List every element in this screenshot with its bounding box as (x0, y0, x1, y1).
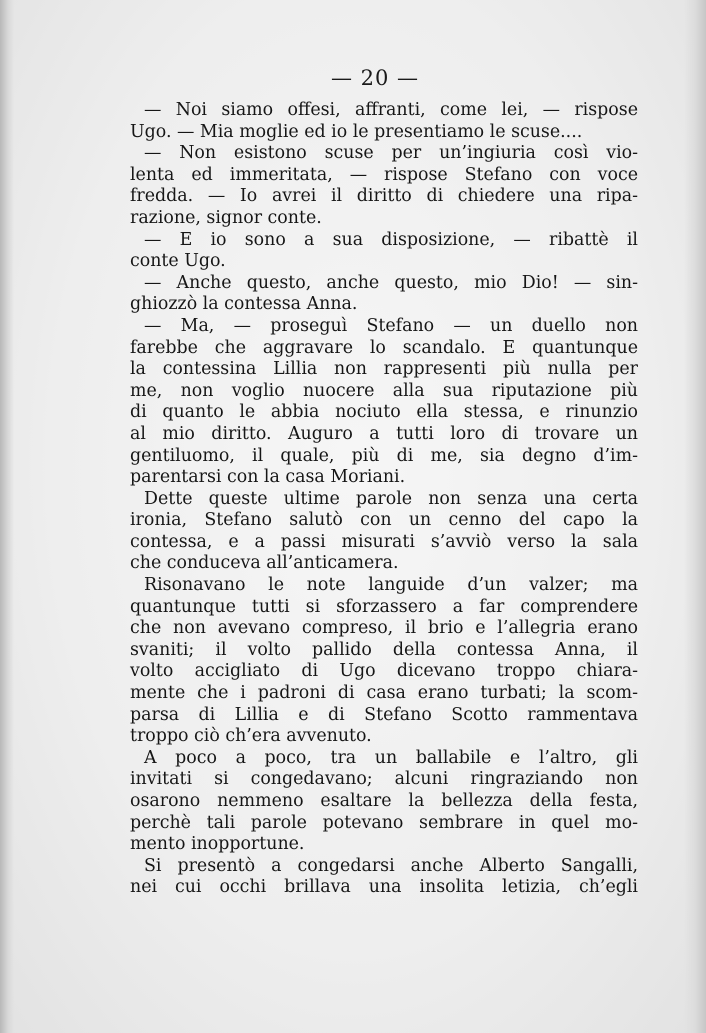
text-line: Dette queste ultime parole non senza una certa (144, 488, 638, 509)
text-line: volto accigliato di Ugo dicevano troppo chiara- (130, 661, 638, 682)
page-gutter-shadow (0, 0, 14, 1033)
text-line: che conduceva all’anticamera. (130, 553, 399, 574)
text-line: di quanto le abbia nociuto ella stessa, e rinunzio (130, 402, 638, 423)
text-line: A poco a poco, tra un ballabile e l’altro, gli (144, 747, 638, 768)
body-text (130, 100, 638, 899)
text-line: svaniti; il volto pallido della contessa Anna, il (130, 639, 638, 660)
text-line: — Noi siamo offesi, affranti, come lei, — rispose (144, 100, 638, 120)
text-line: fredda. — Io avrei il diritto di chiedere una ripa- (130, 186, 638, 207)
text-line: che non avevano compreso, il brio e l’allegria erano (130, 618, 638, 639)
text-line: me, non voglio nuocere alla sua riputazione più (130, 380, 638, 401)
text-line: contessa, e a passi misurati s’avviò verso la sala (130, 531, 638, 552)
text-line: — Anche questo, anche questo, mio Dio! — sin- (144, 272, 638, 293)
text-line: Risonavano le note languide d’un valzer; ma (144, 575, 638, 596)
text-line: al mio diritto. Auguro a tutti loro di trovare un (130, 423, 638, 444)
text-line: razione, signor conte. (130, 207, 322, 228)
text-line: gentiluomo, il quale, più di me, sia degno d’im- (130, 445, 638, 466)
text-line: — Non esistono scuse per un’ingiuria così vio- (144, 143, 638, 164)
text-line: perchè tali parole potevano sembrare in quel mo- (130, 812, 638, 833)
text-line: nei cui occhi brillava una insolita letizia, ch’egli (130, 877, 638, 898)
text-line: Si presentò a congedarsi anche Alberto Sangalli, (144, 855, 638, 876)
text-line: quantunque tutti si sforzassero a far comprendere (130, 596, 638, 617)
text-line: la contessina Lillia non rappresenti più nulla per (130, 359, 638, 380)
text-line: Ugo. — Mia moglie ed io le presentiamo le scuse.... (130, 121, 583, 142)
text-line: parsa di Lillia e di Stefano Scotto rammentava (130, 704, 638, 725)
text-line: invitati si congedavano; alcuni ringraziando non (130, 769, 638, 790)
text-line: — Ma, — proseguì Stefano — un duello non (144, 315, 638, 336)
text-line: conte Ugo. (130, 251, 226, 272)
text-line: parentarsi con la casa Moriani. (130, 467, 406, 488)
page-edge-shadow (684, 0, 706, 1033)
text-line: osarono nemmeno esaltare la bellezza della festa, (130, 791, 638, 811)
text-line: mente che i padroni di casa erano turbati; la scom- (130, 683, 638, 704)
text-line: farebbe che aggravare lo scandalo. E quantunque (130, 337, 638, 358)
text-line: troppo ciò ch’era avvenuto. (130, 726, 372, 747)
text-line: lenta ed immeritata, — rispose Stefano con voce (130, 164, 638, 185)
text-line: mento inopportune. (130, 834, 305, 855)
text-line: — E io sono a sua disposizione, — ribattè il (144, 229, 638, 250)
text-line: ironia, Stefano salutò con un cenno del capo la (130, 510, 638, 531)
page-number: — 20 — (330, 66, 420, 90)
text-line: ghiozzò la contessa Anna. (130, 294, 358, 315)
